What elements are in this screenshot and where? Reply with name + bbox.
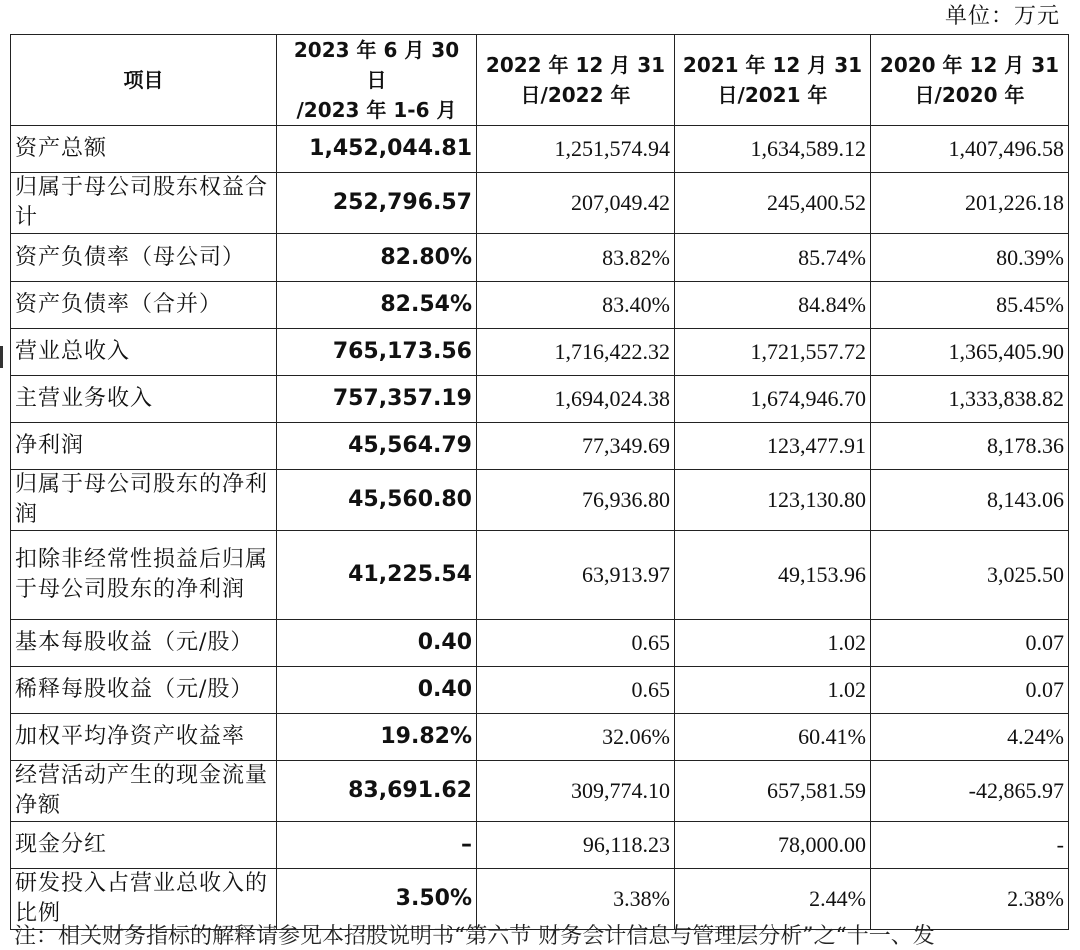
value-2021: 123,130.80 (675, 470, 871, 531)
table-row (11, 470, 1069, 531)
margin-marker (0, 346, 3, 368)
value-2023: 19.82% (277, 714, 477, 761)
table-row (11, 173, 1069, 234)
value-2022: 1,716,422.32 (477, 329, 675, 376)
row-label: 稀释每股收益（元/股） (11, 667, 277, 714)
value-2020: - (871, 822, 1069, 869)
value-2023: 82.54% (277, 282, 477, 329)
value-2022: 309,774.10 (477, 761, 675, 822)
value-2021: 1.02 (675, 667, 871, 714)
value-2021: 85.74% (675, 234, 871, 282)
value-2023: 252,796.57 (277, 173, 477, 234)
table-row (11, 126, 1069, 173)
value-2021: 84.84% (675, 282, 871, 329)
value-2023: 0.40 (277, 620, 477, 667)
row-label: 归属于母公司股东的净利润 (11, 470, 277, 531)
row-label: 加权平均净资产收益率 (11, 714, 277, 761)
row-label: 研发投入占营业总收入的比例 (11, 869, 277, 930)
value-2023: – (277, 822, 477, 869)
table-row (11, 423, 1069, 470)
value-2022: 63,913.97 (477, 531, 675, 620)
value-2022: 0.65 (477, 667, 675, 714)
value-2022: 77,349.69 (477, 423, 675, 470)
value-2022: 1,694,024.38 (477, 376, 675, 423)
table-row (11, 282, 1069, 329)
table-header-row (11, 35, 1069, 126)
value-2023: 1,452,044.81 (277, 126, 477, 173)
row-label: 主营业务收入 (11, 376, 277, 423)
row-label: 现金分红 (11, 822, 277, 869)
value-2023: 41,225.54 (277, 531, 477, 620)
table-row (11, 376, 1069, 423)
table-row (11, 714, 1069, 761)
value-2023: 765,173.56 (277, 329, 477, 376)
value-2021: 123,477.91 (675, 423, 871, 470)
row-label: 资产负债率（合并） (11, 282, 277, 329)
value-2022: 96,118.23 (477, 822, 675, 869)
value-2022: 0.65 (477, 620, 675, 667)
value-2021: 245,400.52 (675, 173, 871, 234)
value-2020: 80.39% (871, 234, 1069, 282)
value-2020: 201,226.18 (871, 173, 1069, 234)
value-2023: 82.80% (277, 234, 477, 282)
value-2020: 85.45% (871, 282, 1069, 329)
value-2020: 1,407,496.58 (871, 126, 1069, 173)
value-2020: 4.24% (871, 714, 1069, 761)
row-label: 资产总额 (11, 126, 277, 173)
value-2023: 45,564.79 (277, 423, 477, 470)
value-2022: 1,251,574.94 (477, 126, 675, 173)
value-2023: 757,357.19 (277, 376, 477, 423)
row-label: 净利润 (11, 423, 277, 470)
unit-label: 单位：万元 (944, 4, 1060, 29)
table-row (11, 822, 1069, 869)
value-2021: 1,674,946.70 (675, 376, 871, 423)
value-2021: 49,153.96 (675, 531, 871, 620)
header-item: 项目 (11, 35, 277, 126)
financial-indicators-table (10, 34, 1069, 930)
value-2020: -42,865.97 (871, 761, 1069, 822)
value-2022: 3.38% (477, 869, 675, 930)
table-row (11, 620, 1069, 667)
table-row (11, 234, 1069, 282)
row-label: 基本每股收益（元/股） (11, 620, 277, 667)
table-row (11, 761, 1069, 822)
header-col-2021: 2021 年 12 月 31 日/2021 年 (675, 35, 871, 126)
header-col-2022: 2022 年 12 月 31 日/2022 年 (477, 35, 675, 126)
value-2021: 657,581.59 (675, 761, 871, 822)
value-2020: 1,333,838.82 (871, 376, 1069, 423)
table-row (11, 329, 1069, 376)
value-2021: 60.41% (675, 714, 871, 761)
row-label: 资产负债率（母公司） (11, 234, 277, 282)
row-label: 营业总收入 (11, 329, 277, 376)
value-2020: 8,143.06 (871, 470, 1069, 531)
row-label: 经营活动产生的现金流量净额 (11, 761, 277, 822)
table-row (11, 531, 1069, 620)
value-2023: 3.50% (277, 869, 477, 930)
value-2022: 83.82% (477, 234, 675, 282)
value-2020: 2.38% (871, 869, 1069, 930)
header-col-2023: 2023 年 6 月 30 日 /2023 年 1-6 月 (277, 35, 477, 126)
value-2020: 1,365,405.90 (871, 329, 1069, 376)
header-col-2020: 2020 年 12 月 31 日/2020 年 (871, 35, 1069, 126)
value-2020: 8,178.36 (871, 423, 1069, 470)
value-2022: 76,936.80 (477, 470, 675, 531)
table-row (11, 869, 1069, 930)
value-2022: 207,049.42 (477, 173, 675, 234)
value-2022: 32.06% (477, 714, 675, 761)
value-2021: 2.44% (675, 869, 871, 930)
value-2023: 83,691.62 (277, 761, 477, 822)
value-2021: 1.02 (675, 620, 871, 667)
value-2023: 0.40 (277, 667, 477, 714)
row-label: 扣除非经常性损益后归属于母公司股东的净利润 (11, 531, 277, 620)
value-2023: 45,560.80 (277, 470, 477, 531)
row-label: 归属于母公司股东权益合计 (11, 173, 277, 234)
value-2020: 0.07 (871, 620, 1069, 667)
value-2020: 0.07 (871, 667, 1069, 714)
value-2021: 1,634,589.12 (675, 126, 871, 173)
value-2021: 78,000.00 (675, 822, 871, 869)
value-2020: 3,025.50 (871, 531, 1069, 620)
value-2022: 83.40% (477, 282, 675, 329)
table-row (11, 667, 1069, 714)
value-2021: 1,721,557.72 (675, 329, 871, 376)
footnote: 注：相关财务指标的解释请参见本招股说明书“第六节 财务会计信息与管理层分析”之“十一、发 (14, 924, 935, 949)
